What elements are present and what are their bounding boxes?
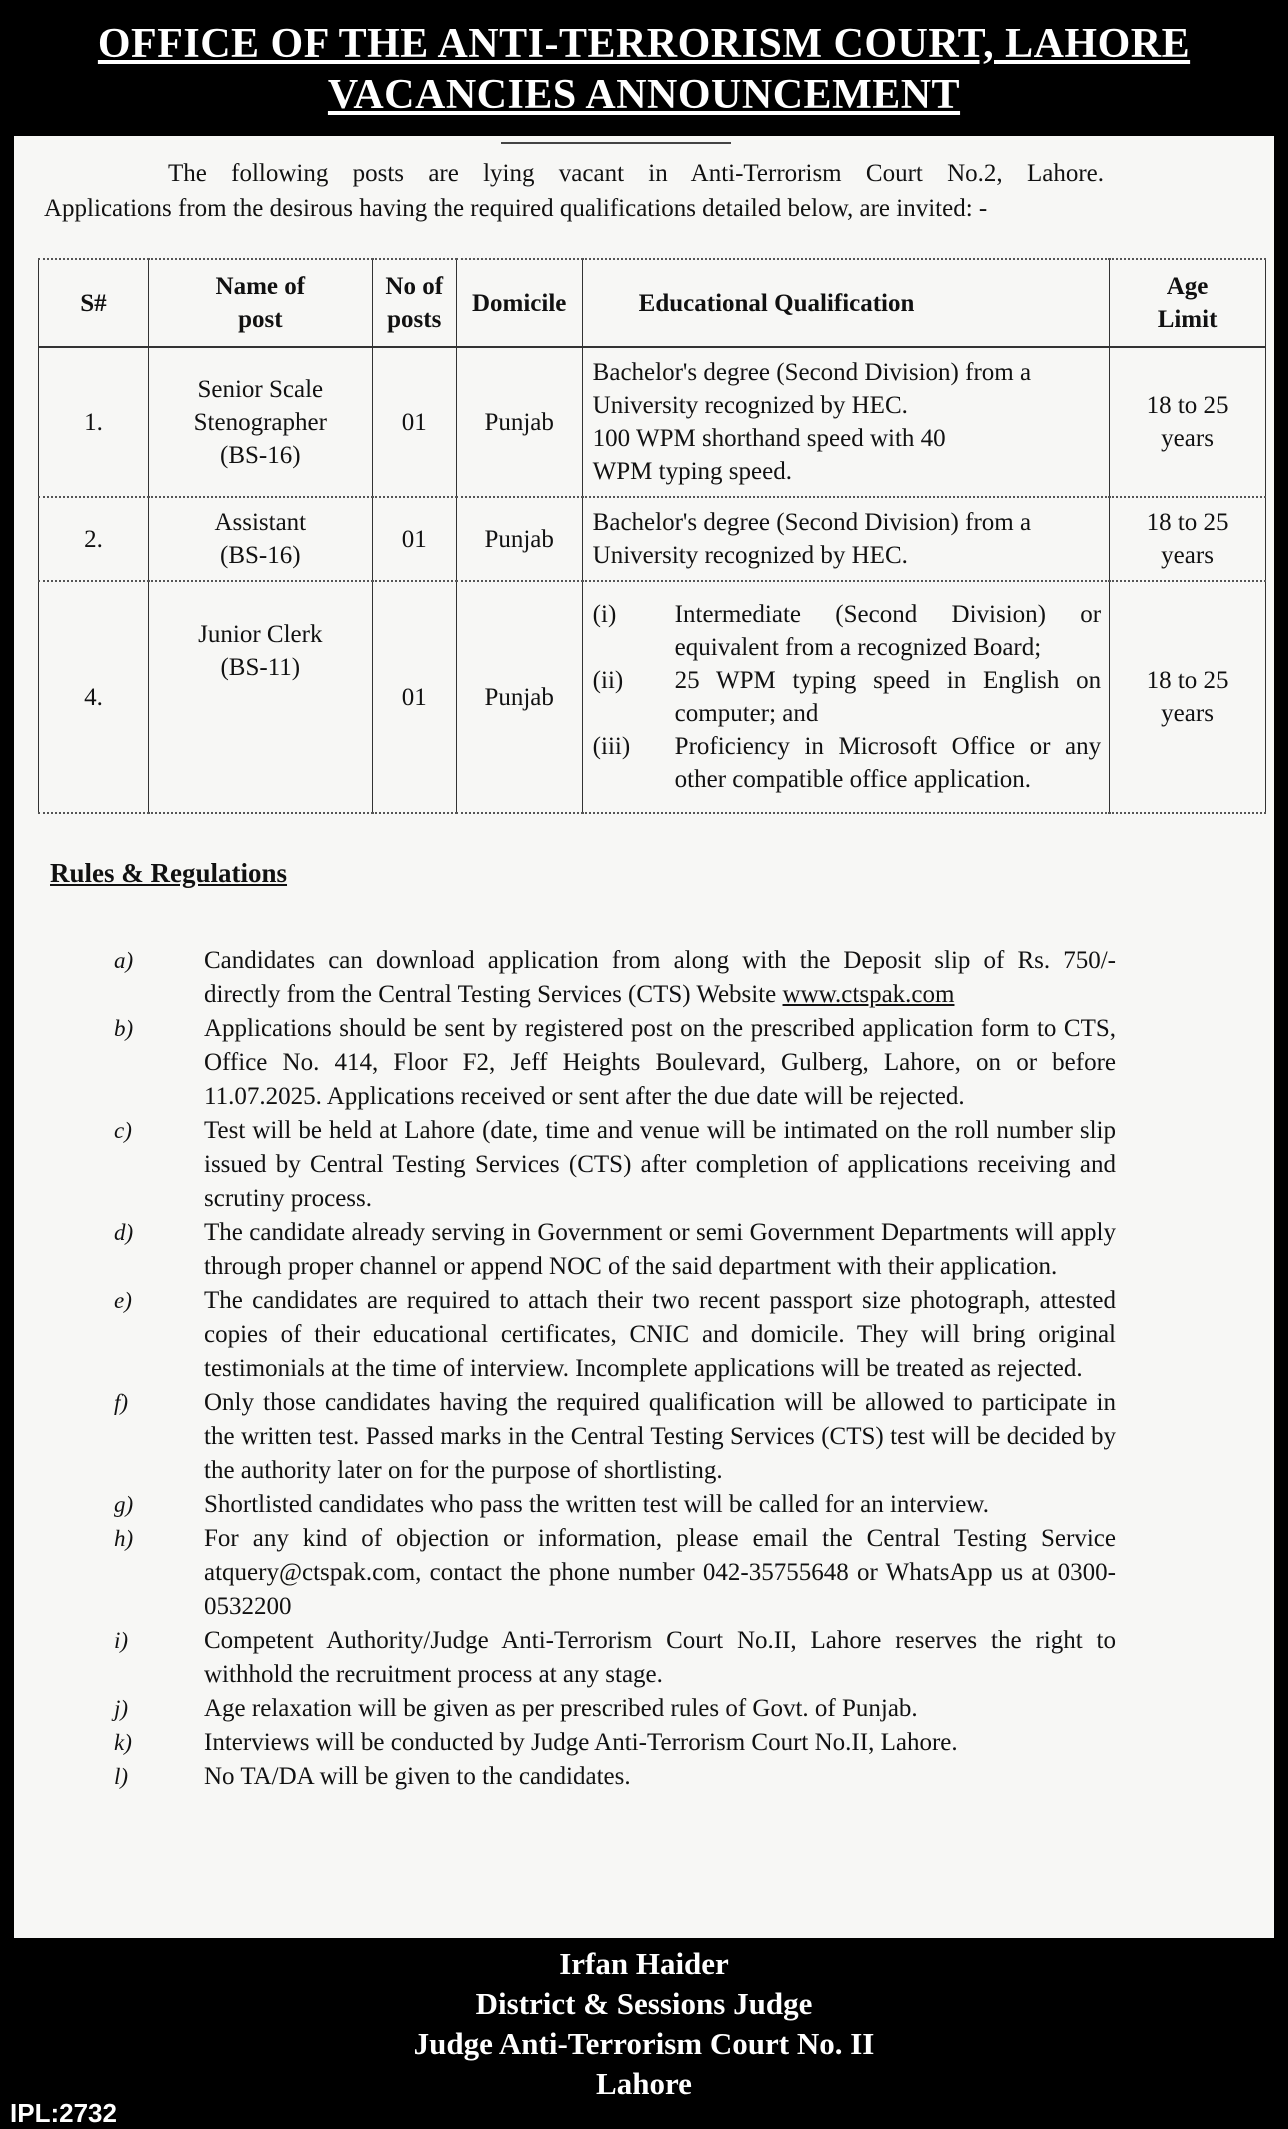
rule-item: h) For any kind of objection or information, please email the Central Testing Service atquery@ctspak.com, contact the phone number 042-35755648 or WhatsApp us at 0300-0532200 (114, 1525, 1116, 1620)
rule-item: f) Only those candidates having the required qualification will be allowed to participate in the written test. Passed marks in the Central Testing Services (CTS) test will be decided by the authority later on for the purpose of shortlisting. (114, 1389, 1116, 1484)
row-sno: 1. (39, 347, 149, 497)
row-post: Junior Clerk (BS-11) (148, 581, 372, 813)
rule-item: l) No TA/DA will be given to the candidates. (114, 1763, 631, 1790)
signatory-name: Irfan Haider (559, 1946, 729, 1981)
rule-item: b) Applications should be sent by registered post on the prescribed application form to CTS, Office No. 414, Floor F2, Jeff Heights Boulevard, Gulberg, Lahore, on or before 11.07.2025. Applications received or sent after the due date will be rejected. (114, 1015, 1116, 1110)
row-sno: 4. (39, 581, 149, 813)
rule-item: c) Test will be held at Lahore (date, time and venue will be intimated on the roll number slip issued by Central Testing Services (CTS) after completion of applications receiving and scrutiny process. (114, 1117, 1116, 1212)
rule-item: e) The candidates are required to attach their two recent passport size photograph, attested copies of their educational certificates, CNIC and domicile. They will bring original testimonials at the time of interview. Incomplete applications will be treated as rejected. (114, 1287, 1116, 1382)
header-age-limit: Age Limit (1110, 259, 1266, 347)
qualification-item: (ii) 25 WPM typing speed in English on (592, 667, 1102, 694)
header-post: Name of post (148, 259, 372, 347)
row-no-of-posts: 01 (372, 497, 456, 581)
row-age-limit: 18 to 25 years (1110, 581, 1266, 813)
header-domicile: Domicile (456, 259, 582, 347)
header-qualification: Educational Qualification (582, 259, 1109, 347)
table-row (39, 581, 1266, 813)
signatory-title-1: District & Sessions Judge (475, 1986, 813, 2021)
qualification-item: (iii) Proficiency in Microsoft Office or any (592, 733, 1102, 760)
table-row (39, 347, 1266, 497)
vacancy-table (38, 258, 1266, 814)
signatory-title-2: Judge Anti-Terrorism Court No. II (413, 2026, 875, 2061)
header-sno: S# (39, 259, 149, 347)
row-age-limit: 18 to 25 years (1110, 347, 1266, 497)
rule-item: j) Age relaxation will be given as per prescribed rules of Govt. of Punjab. (114, 1695, 918, 1722)
intro-line-2: Applications from the desirous having the required qualifications detailed below, are invited: - (44, 195, 988, 222)
row-post: Senior Scale Stenographer (BS-16) (148, 347, 372, 497)
row-no-of-posts: 01 (372, 581, 456, 813)
table-row (39, 497, 1266, 581)
rule-item: d) The candidate already serving in Government or semi Government Departments will apply through proper channel or append NOC of the said department with their application. (114, 1219, 1116, 1280)
ipl-number: IPL:2732 (10, 2098, 117, 2128)
qualification-item: (i) Intermediate (Second Division) or (592, 601, 1102, 628)
row-post: Assistant (BS-16) (148, 497, 372, 581)
intro-paragraph (44, 156, 1104, 226)
rule-item: i) Competent Authority/Judge Anti-Terrorism Court No.II, Lahore reserves the right to withhold the recruitment process at any stage. (114, 1627, 1116, 1688)
office-title: OFFICE OF THE ANTI-TERRORISM COURT, LAHORE (97, 21, 1191, 67)
rules-list (114, 944, 1116, 1794)
header (0, 18, 1288, 120)
qualification-item-cont: equivalent from a recognized Board; (674, 634, 1042, 661)
website-link[interactable]: www.ctspak.com (782, 981, 955, 1008)
row-sno: 2. (39, 497, 149, 581)
row-domicile: Punjab (456, 497, 582, 581)
header-no-of-posts: No of posts (372, 259, 456, 347)
row-no-of-posts: 01 (372, 347, 456, 497)
rule-item: a) Candidates can download application from along with the Deposit slip of Rs. 750/- directly from the Central Testing Services (CTS) Website www.ctspak.com (114, 947, 1116, 1008)
announcement-title: VACANCIES ANNOUNCEMENT (327, 72, 961, 118)
row-qualification: Bachelor's degree (Second Division) from a University recognized by HEC. 100 WPM shorthand speed with 40 WPM typing speed. (582, 347, 1109, 497)
row-domicile: Punjab (456, 581, 582, 813)
row-age-limit: 18 to 25 years (1110, 497, 1266, 581)
table-header-row (39, 259, 1266, 347)
intro-line-1: The following posts are lying vacant in Anti-Terrorism Court No.2, Lahore. (168, 160, 1104, 187)
rules-title: Rules & Regulations (50, 858, 288, 888)
signatory-city: Lahore (596, 2066, 692, 2101)
row-qualification: Bachelor's degree (Second Division) from a University recognized by HEC. (582, 497, 1109, 581)
rule-item: g) Shortlisted candidates who pass the written test will be called for an interview. (114, 1491, 989, 1518)
divider (501, 142, 731, 144)
row-domicile: Punjab (456, 347, 582, 497)
row-qualification (582, 581, 1109, 813)
qualification-item-cont: other compatible office application. (674, 766, 1032, 793)
qualification-item-cont: computer; and (674, 700, 819, 727)
signature-block (0, 1944, 1288, 2104)
notice-body (14, 136, 1274, 1938)
rule-item: k) Interviews will be conducted by Judge Anti-Terrorism Court No.II, Lahore. (114, 1729, 958, 1756)
